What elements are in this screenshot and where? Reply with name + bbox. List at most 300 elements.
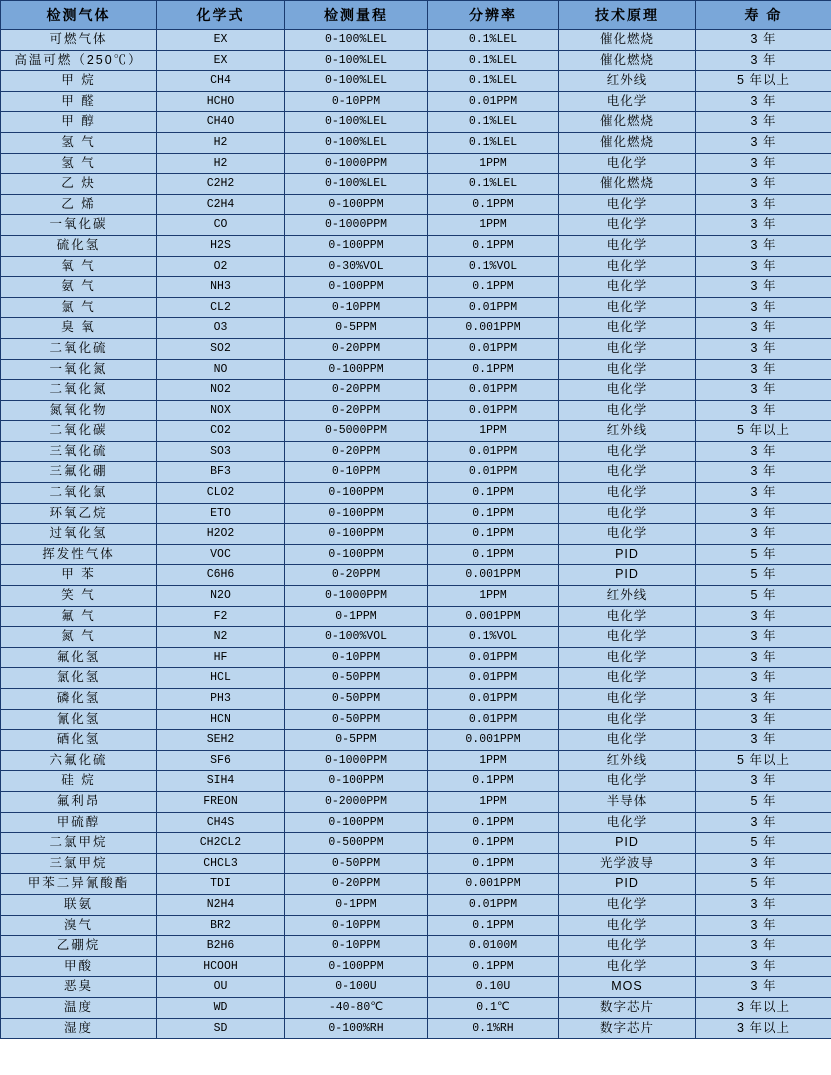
cell-lifetime: 5 年 (696, 874, 831, 895)
cell-formula: H2S (157, 235, 285, 256)
cell-formula: OU (157, 977, 285, 998)
cell-gas: 磷化氢 (1, 689, 157, 710)
cell-gas: 氯化氢 (1, 668, 157, 689)
cell-resolution: 0.001PPM (428, 606, 559, 627)
cell-principle: 电化学 (559, 235, 696, 256)
cell-lifetime: 3 年以上 (696, 997, 831, 1018)
cell-lifetime: 3 年 (696, 483, 831, 504)
cell-principle: 催化燃烧 (559, 132, 696, 153)
cell-formula: FREON (157, 791, 285, 812)
cell-formula: NH3 (157, 277, 285, 298)
cell-principle: 电化学 (559, 297, 696, 318)
cell-range: 0-1000PPM (285, 586, 428, 607)
cell-lifetime: 3 年 (696, 50, 831, 71)
cell-resolution: 0.1PPM (428, 194, 559, 215)
cell-formula: NO (157, 359, 285, 380)
cell-resolution: 0.01PPM (428, 894, 559, 915)
cell-lifetime: 3 年 (696, 359, 831, 380)
cell-gas: 一氧化氮 (1, 359, 157, 380)
table-row (1, 297, 831, 318)
table-row (1, 544, 831, 565)
cell-formula: BR2 (157, 915, 285, 936)
cell-lifetime: 3 年 (696, 153, 831, 174)
cell-range: 0-1000PPM (285, 750, 428, 771)
cell-resolution: 0.001PPM (428, 318, 559, 339)
cell-resolution: 0.1PPM (428, 915, 559, 936)
cell-gas: 氮 气 (1, 627, 157, 648)
cell-formula: H2 (157, 153, 285, 174)
cell-lifetime: 3 年 (696, 338, 831, 359)
cell-resolution: 0.01PPM (428, 380, 559, 401)
cell-range: 0-5000PPM (285, 421, 428, 442)
cell-principle: 电化学 (559, 894, 696, 915)
cell-gas: 湿度 (1, 1018, 157, 1039)
cell-principle: 数字芯片 (559, 997, 696, 1018)
cell-lifetime: 3 年 (696, 915, 831, 936)
cell-range: 0-100%LEL (285, 30, 428, 51)
table-row (1, 318, 831, 339)
cell-gas: 三氯甲烷 (1, 853, 157, 874)
cell-range: 0-100%VOL (285, 627, 428, 648)
cell-formula: O2 (157, 256, 285, 277)
cell-range: 0-50PPM (285, 689, 428, 710)
cell-gas: 六氟化硫 (1, 750, 157, 771)
cell-principle: 电化学 (559, 153, 696, 174)
cell-formula: SO2 (157, 338, 285, 359)
table-row (1, 606, 831, 627)
table-row (1, 997, 831, 1018)
cell-range: 0-10PPM (285, 91, 428, 112)
cell-principle: PID (559, 544, 696, 565)
cell-gas: 过氧化氢 (1, 524, 157, 545)
table-row (1, 462, 831, 483)
cell-formula: WD (157, 997, 285, 1018)
cell-range: 0-20PPM (285, 380, 428, 401)
cell-lifetime: 5 年以上 (696, 750, 831, 771)
cell-formula: NOX (157, 400, 285, 421)
cell-formula: C2H4 (157, 194, 285, 215)
cell-lifetime: 3 年 (696, 194, 831, 215)
cell-range: 0-100U (285, 977, 428, 998)
table-row (1, 174, 831, 195)
table-row (1, 400, 831, 421)
cell-resolution: 0.001PPM (428, 565, 559, 586)
cell-range: 0-100PPM (285, 956, 428, 977)
cell-lifetime: 5 年以上 (696, 71, 831, 92)
cell-gas: 笑 气 (1, 586, 157, 607)
cell-gas: 氮氧化物 (1, 400, 157, 421)
cell-lifetime: 3 年 (696, 627, 831, 648)
cell-range: 0-500PPM (285, 833, 428, 854)
cell-resolution: 0.01PPM (428, 338, 559, 359)
cell-resolution: 1PPM (428, 215, 559, 236)
table-row (1, 235, 831, 256)
cell-gas: 一氧化碳 (1, 215, 157, 236)
cell-formula: C2H2 (157, 174, 285, 195)
cell-lifetime: 3 年 (696, 174, 831, 195)
cell-principle: 电化学 (559, 936, 696, 957)
cell-gas: 高温可燃（250℃） (1, 50, 157, 71)
cell-range: 0-100%LEL (285, 112, 428, 133)
table-row (1, 338, 831, 359)
cell-range: 0-10PPM (285, 936, 428, 957)
cell-gas: 氯 气 (1, 297, 157, 318)
table-row (1, 50, 831, 71)
cell-lifetime: 3 年 (696, 256, 831, 277)
cell-formula: BF3 (157, 462, 285, 483)
cell-gas: 甲酸 (1, 956, 157, 977)
cell-principle: 电化学 (559, 441, 696, 462)
cell-principle: 电化学 (559, 771, 696, 792)
cell-principle: 电化学 (559, 689, 696, 710)
cell-principle: 电化学 (559, 647, 696, 668)
cell-formula: TDI (157, 874, 285, 895)
cell-resolution: 0.1%LEL (428, 174, 559, 195)
cell-formula: N2O (157, 586, 285, 607)
cell-gas: 甲 醛 (1, 91, 157, 112)
cell-range: 0-100%RH (285, 1018, 428, 1039)
cell-formula: C6H6 (157, 565, 285, 586)
cell-gas: 二氧化氮 (1, 380, 157, 401)
cell-gas: 氟利昂 (1, 791, 157, 812)
table-row (1, 647, 831, 668)
cell-formula: CH4S (157, 812, 285, 833)
table-row (1, 91, 831, 112)
cell-principle: 电化学 (559, 606, 696, 627)
cell-principle: 电化学 (559, 359, 696, 380)
cell-lifetime: 3 年 (696, 689, 831, 710)
table-row (1, 132, 831, 153)
cell-formula: HCOOH (157, 956, 285, 977)
cell-range: 0-100PPM (285, 277, 428, 298)
cell-formula: EX (157, 30, 285, 51)
cell-gas: 甲 苯 (1, 565, 157, 586)
cell-principle: 电化学 (559, 338, 696, 359)
cell-range: 0-2000PPM (285, 791, 428, 812)
cell-range: 0-30%VOL (285, 256, 428, 277)
cell-lifetime: 3 年 (696, 771, 831, 792)
cell-principle: PID (559, 874, 696, 895)
cell-range: 0-10PPM (285, 462, 428, 483)
cell-gas: 氨 气 (1, 277, 157, 298)
cell-resolution: 0.1PPM (428, 853, 559, 874)
cell-principle: 催化燃烧 (559, 112, 696, 133)
cell-gas: 乙硼烷 (1, 936, 157, 957)
cell-gas: 挥发性气体 (1, 544, 157, 565)
cell-lifetime: 5 年 (696, 791, 831, 812)
cell-range: 0-1PPM (285, 606, 428, 627)
cell-principle: 电化学 (559, 277, 696, 298)
cell-formula: EX (157, 50, 285, 71)
cell-formula: CL2 (157, 297, 285, 318)
cell-resolution: 0.01PPM (428, 668, 559, 689)
cell-range: 0-10PPM (285, 297, 428, 318)
cell-lifetime: 3 年 (696, 977, 831, 998)
cell-gas: 三氟化硼 (1, 462, 157, 483)
table-row (1, 565, 831, 586)
cell-formula: SD (157, 1018, 285, 1039)
cell-lifetime: 3 年 (696, 812, 831, 833)
cell-resolution: 1PPM (428, 153, 559, 174)
table-row (1, 71, 831, 92)
cell-range: 0-100PPM (285, 235, 428, 256)
cell-principle: 电化学 (559, 915, 696, 936)
cell-lifetime: 3 年 (696, 297, 831, 318)
cell-gas: 硒化氢 (1, 730, 157, 751)
cell-formula: H2 (157, 132, 285, 153)
cell-resolution: 0.001PPM (428, 730, 559, 751)
cell-principle: PID (559, 833, 696, 854)
cell-principle: 电化学 (559, 318, 696, 339)
cell-range: 0-100PPM (285, 503, 428, 524)
cell-formula: CH4O (157, 112, 285, 133)
cell-lifetime: 3 年 (696, 215, 831, 236)
cell-range: 0-100PPM (285, 194, 428, 215)
table-row (1, 194, 831, 215)
cell-resolution: 0.01PPM (428, 441, 559, 462)
cell-principle: 电化学 (559, 812, 696, 833)
cell-principle: 红外线 (559, 71, 696, 92)
cell-lifetime: 3 年 (696, 956, 831, 977)
table-row (1, 441, 831, 462)
cell-resolution: 0.1℃ (428, 997, 559, 1018)
cell-formula: VOC (157, 544, 285, 565)
cell-principle: 催化燃烧 (559, 30, 696, 51)
cell-resolution: 0.1%LEL (428, 132, 559, 153)
cell-principle: 电化学 (559, 483, 696, 504)
table-row (1, 503, 831, 524)
cell-formula: N2H4 (157, 894, 285, 915)
column-header-lifetime: 寿 命 (696, 1, 831, 30)
cell-resolution: 0.01PPM (428, 647, 559, 668)
cell-resolution: 0.1%LEL (428, 112, 559, 133)
cell-gas: 甲 醇 (1, 112, 157, 133)
cell-gas: 甲 烷 (1, 71, 157, 92)
cell-lifetime: 3 年 (696, 647, 831, 668)
cell-formula: O3 (157, 318, 285, 339)
cell-lifetime: 3 年 (696, 853, 831, 874)
cell-principle: 光学波导 (559, 853, 696, 874)
cell-resolution: 1PPM (428, 586, 559, 607)
cell-range: 0-100PPM (285, 544, 428, 565)
cell-formula: HCHO (157, 91, 285, 112)
cell-formula: H2O2 (157, 524, 285, 545)
cell-formula: CH2CL2 (157, 833, 285, 854)
cell-gas: 氢 气 (1, 132, 157, 153)
table-row (1, 915, 831, 936)
cell-principle: 电化学 (559, 462, 696, 483)
cell-range: 0-100PPM (285, 524, 428, 545)
table-row (1, 524, 831, 545)
table-row (1, 730, 831, 751)
cell-lifetime: 3 年 (696, 132, 831, 153)
cell-principle: 红外线 (559, 750, 696, 771)
cell-gas: 可燃气体 (1, 30, 157, 51)
cell-lifetime: 3 年 (696, 400, 831, 421)
column-header-gas: 检测气体 (1, 1, 157, 30)
cell-lifetime: 3 年 (696, 462, 831, 483)
table-row (1, 894, 831, 915)
cell-formula: HCN (157, 709, 285, 730)
cell-formula: ETO (157, 503, 285, 524)
cell-lifetime: 5 年以上 (696, 421, 831, 442)
cell-resolution: 0.01PPM (428, 462, 559, 483)
cell-gas: 溴气 (1, 915, 157, 936)
cell-lifetime: 3 年 (696, 894, 831, 915)
cell-principle: 电化学 (559, 215, 696, 236)
cell-gas: 温度 (1, 997, 157, 1018)
cell-lifetime: 3 年以上 (696, 1018, 831, 1039)
cell-principle: 电化学 (559, 91, 696, 112)
cell-range: 0-50PPM (285, 709, 428, 730)
cell-formula: CHCL3 (157, 853, 285, 874)
cell-principle: 红外线 (559, 421, 696, 442)
cell-formula: SF6 (157, 750, 285, 771)
cell-formula: PH3 (157, 689, 285, 710)
table-row (1, 812, 831, 833)
cell-range: 0-100PPM (285, 812, 428, 833)
cell-lifetime: 3 年 (696, 524, 831, 545)
table-body (1, 30, 831, 1039)
cell-resolution: 0.1PPM (428, 483, 559, 504)
cell-lifetime: 3 年 (696, 503, 831, 524)
cell-gas: 硅 烷 (1, 771, 157, 792)
cell-formula: B2H6 (157, 936, 285, 957)
cell-resolution: 0.0100M (428, 936, 559, 957)
table-row (1, 853, 831, 874)
cell-formula: SO3 (157, 441, 285, 462)
cell-gas: 甲苯二异氰酸酯 (1, 874, 157, 895)
table-row (1, 256, 831, 277)
cell-range: 0-100PPM (285, 771, 428, 792)
cell-lifetime: 3 年 (696, 380, 831, 401)
table-row (1, 956, 831, 977)
cell-gas: 二氯甲烷 (1, 833, 157, 854)
cell-principle: PID (559, 565, 696, 586)
cell-formula: CO (157, 215, 285, 236)
cell-formula: N2 (157, 627, 285, 648)
cell-lifetime: 3 年 (696, 936, 831, 957)
table-row (1, 112, 831, 133)
cell-resolution: 0.1%LEL (428, 30, 559, 51)
cell-range: 0-20PPM (285, 441, 428, 462)
cell-resolution: 1PPM (428, 750, 559, 771)
cell-principle: 电化学 (559, 668, 696, 689)
cell-resolution: 0.01PPM (428, 400, 559, 421)
cell-principle: 电化学 (559, 730, 696, 751)
cell-lifetime: 5 年 (696, 833, 831, 854)
cell-resolution: 0.01PPM (428, 297, 559, 318)
cell-lifetime: 3 年 (696, 112, 831, 133)
cell-range: 0-100%LEL (285, 132, 428, 153)
cell-resolution: 0.1%VOL (428, 256, 559, 277)
cell-range: 0-50PPM (285, 853, 428, 874)
cell-resolution: 0.1%LEL (428, 71, 559, 92)
cell-gas: 氟 气 (1, 606, 157, 627)
cell-gas: 氟化氢 (1, 647, 157, 668)
cell-principle: 电化学 (559, 380, 696, 401)
cell-range: 0-20PPM (285, 874, 428, 895)
cell-resolution: 0.01PPM (428, 709, 559, 730)
table-row (1, 1018, 831, 1039)
table-row (1, 668, 831, 689)
cell-formula: NO2 (157, 380, 285, 401)
cell-gas: 乙 烯 (1, 194, 157, 215)
cell-resolution: 0.1PPM (428, 503, 559, 524)
cell-range: 0-100%LEL (285, 71, 428, 92)
cell-formula: SEH2 (157, 730, 285, 751)
cell-resolution: 0.1%LEL (428, 50, 559, 71)
cell-range: 0-5PPM (285, 318, 428, 339)
table-row (1, 936, 831, 957)
cell-range: 0-100%LEL (285, 174, 428, 195)
column-header-range: 检测量程 (285, 1, 428, 30)
cell-range: 0-1000PPM (285, 153, 428, 174)
cell-gas: 联氨 (1, 894, 157, 915)
cell-resolution: 0.1PPM (428, 359, 559, 380)
cell-resolution: 0.001PPM (428, 874, 559, 895)
cell-gas: 氢 气 (1, 153, 157, 174)
cell-gas: 三氧化硫 (1, 441, 157, 462)
table-row (1, 421, 831, 442)
cell-formula: SIH4 (157, 771, 285, 792)
cell-resolution: 0.1PPM (428, 812, 559, 833)
cell-lifetime: 5 年 (696, 544, 831, 565)
cell-range: 0-100%LEL (285, 50, 428, 71)
cell-gas: 乙 炔 (1, 174, 157, 195)
cell-lifetime: 3 年 (696, 235, 831, 256)
table-row (1, 709, 831, 730)
cell-principle: 电化学 (559, 400, 696, 421)
cell-principle: 电化学 (559, 709, 696, 730)
table-row (1, 380, 831, 401)
cell-range: 0-1000PPM (285, 215, 428, 236)
column-header-resolution: 分辨率 (428, 1, 559, 30)
table-row (1, 627, 831, 648)
cell-gas: 氰化氢 (1, 709, 157, 730)
cell-principle: 电化学 (559, 503, 696, 524)
cell-resolution: 1PPM (428, 421, 559, 442)
cell-principle: 催化燃烧 (559, 50, 696, 71)
cell-lifetime: 3 年 (696, 709, 831, 730)
cell-lifetime: 3 年 (696, 668, 831, 689)
cell-principle: 电化学 (559, 194, 696, 215)
cell-principle: 催化燃烧 (559, 174, 696, 195)
cell-resolution: 0.1%VOL (428, 627, 559, 648)
cell-principle: 半导体 (559, 791, 696, 812)
table-row (1, 153, 831, 174)
cell-resolution: 0.1PPM (428, 524, 559, 545)
table-row (1, 750, 831, 771)
column-header-formula: 化学式 (157, 1, 285, 30)
cell-lifetime: 3 年 (696, 441, 831, 462)
cell-principle: 电化学 (559, 627, 696, 648)
cell-formula: F2 (157, 606, 285, 627)
cell-resolution: 0.1PPM (428, 771, 559, 792)
cell-principle: 数字芯片 (559, 1018, 696, 1039)
cell-range: 0-20PPM (285, 400, 428, 421)
cell-range: 0-20PPM (285, 338, 428, 359)
cell-principle: 红外线 (559, 586, 696, 607)
cell-range: 0-100PPM (285, 359, 428, 380)
cell-gas: 恶臭 (1, 977, 157, 998)
cell-resolution: 0.1PPM (428, 544, 559, 565)
table-row (1, 277, 831, 298)
cell-resolution: 0.1PPM (428, 235, 559, 256)
table-row (1, 771, 831, 792)
cell-range: 0-100PPM (285, 483, 428, 504)
cell-formula: CLO2 (157, 483, 285, 504)
